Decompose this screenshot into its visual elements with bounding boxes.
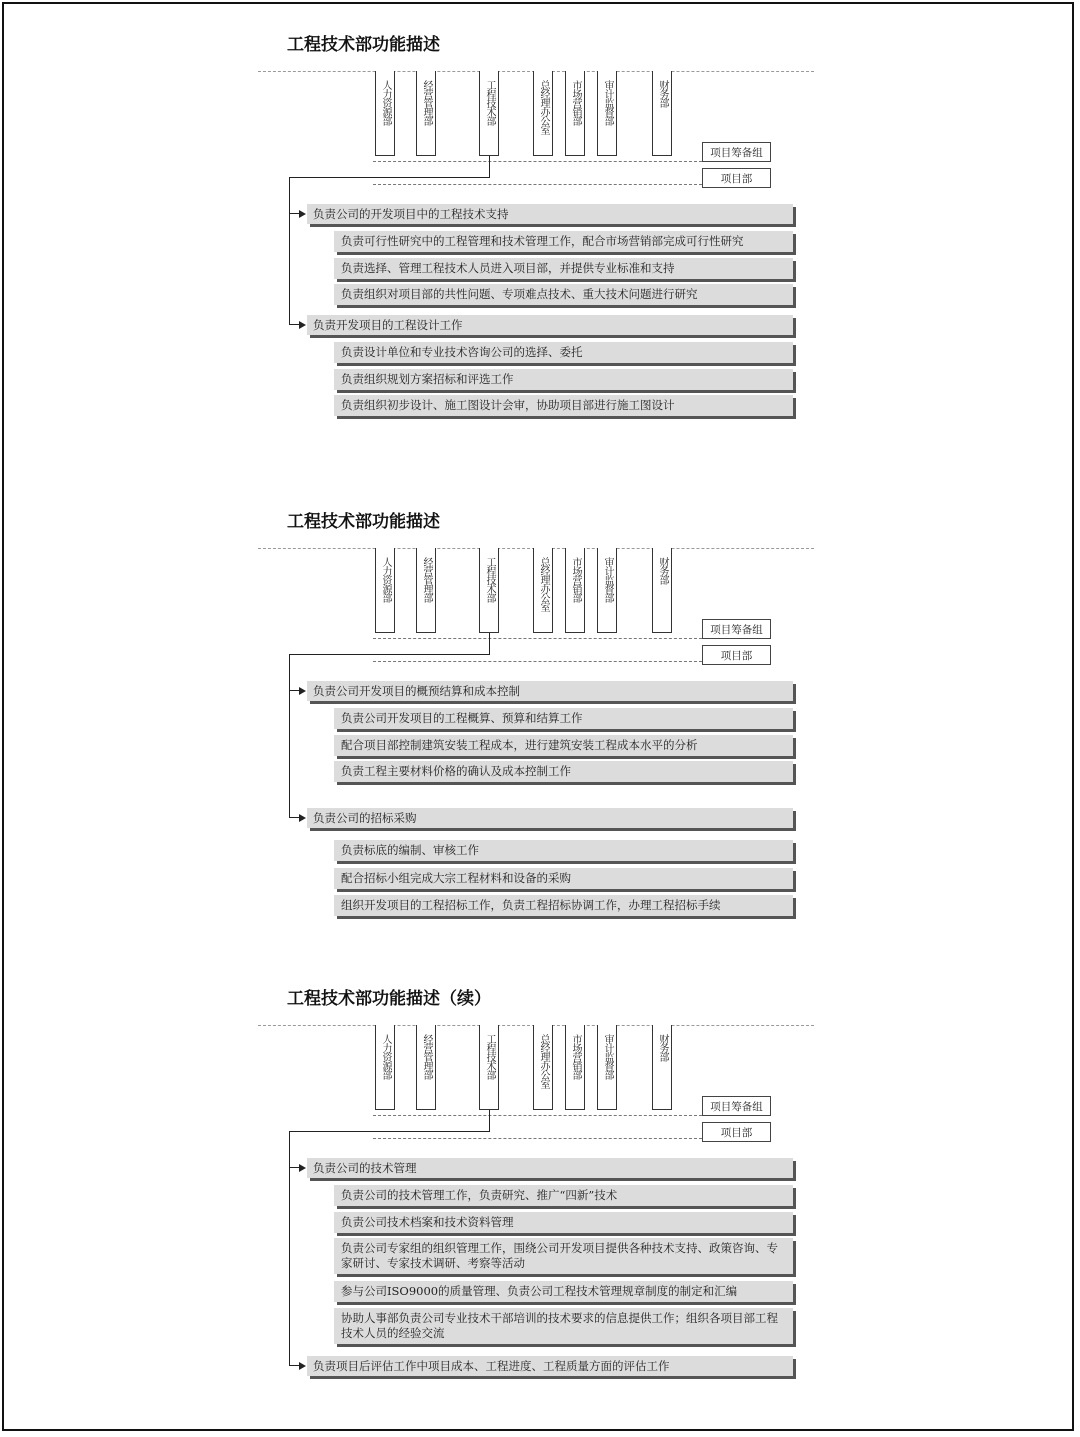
sub-function-bar: 参与公司ISO9000的质量管理、负责公司工程技术管理规章制度的制定和汇编 <box>334 1281 793 1302</box>
sub-function-bar: 负责公司开发项目的工程概算、预算和结算工作 <box>334 708 793 729</box>
sub-function-bar: 组织开发项目的工程招标工作，负责工程招标协调工作，办理工程招标手续 <box>334 895 793 916</box>
project-prep-group-box: 项目筹备组 <box>702 142 771 162</box>
dashed-connector <box>373 1115 702 1116</box>
sub-function-bar: 负责公司技术档案和技术资料管理 <box>334 1212 793 1233</box>
dept-finance: 财务部 <box>652 1025 672 1110</box>
branch-line <box>289 1167 299 1168</box>
dept-audit: 审计监督部 <box>597 1025 617 1110</box>
project-dept-box: 项目部 <box>702 1122 771 1142</box>
arrow-icon <box>299 1362 306 1370</box>
connector-line <box>489 156 490 177</box>
main-function-bar: 负责公司开发项目的概预结算和成本控制 <box>307 681 793 701</box>
dashed-connector <box>373 161 702 162</box>
dashed-connector <box>373 661 702 662</box>
branch-line <box>289 817 299 818</box>
section-title: 工程技术部功能描述 <box>287 35 440 55</box>
dept-gm-office: 总经理办公室 <box>533 71 553 156</box>
dept-business-mgmt: 经营管理部 <box>416 71 436 156</box>
arrow-icon <box>299 321 306 329</box>
arrow-icon <box>299 814 306 822</box>
arrow-icon <box>299 687 306 695</box>
connector-line <box>489 1110 490 1131</box>
sub-function-bar: 负责公司的技术管理工作，负责研究、推广“四新”技术 <box>334 1185 793 1206</box>
branch-line <box>289 213 299 214</box>
branch-line <box>289 690 299 691</box>
sub-function-bar: 负责可行性研究中的工程管理和技术管理工作，配合市场营销部完成可行性研究 <box>334 231 793 252</box>
sub-function-bar: 配合项目部控制建筑安装工程成本，进行建筑安装工程成本水平的分析 <box>334 735 793 756</box>
branch-line <box>289 1365 299 1366</box>
dept-hr: 人力资源部 <box>375 71 395 156</box>
dept-engineering: 工程技术部 <box>479 548 499 633</box>
sub-function-bar: 配合招标小组完成大宗工程材料和设备的采购 <box>334 868 793 889</box>
dept-hr: 人力资源部 <box>375 548 395 633</box>
connector-line <box>289 1131 490 1132</box>
dept-audit: 审计监督部 <box>597 548 617 633</box>
sub-function-bar: 负责工程主要材料价格的确认及成本控制工作 <box>334 761 793 782</box>
dept-marketing: 市场营销部 <box>565 1025 585 1110</box>
dept-engineering: 工程技术部 <box>479 1025 499 1110</box>
dept-hr: 人力资源部 <box>375 1025 395 1110</box>
connector-line <box>289 177 490 178</box>
arrow-icon <box>299 210 306 218</box>
dept-audit: 审计监督部 <box>597 71 617 156</box>
section-title: 工程技术部功能描述（续） <box>287 989 491 1009</box>
sub-function-bar: 负责标底的编制、审核工作 <box>334 840 793 861</box>
dashed-connector <box>373 184 702 185</box>
branch-line <box>289 324 299 325</box>
project-dept-box: 项目部 <box>702 168 771 188</box>
sub-function-bar: 负责组织初步设计、施工图设计会审，协助项目部进行施工图设计 <box>334 395 793 416</box>
trunk-line <box>289 654 290 818</box>
dept-finance: 财务部 <box>652 548 672 633</box>
dept-business-mgmt: 经营管理部 <box>416 1025 436 1110</box>
dept-marketing: 市场营销部 <box>565 71 585 156</box>
main-function-bar: 负责公司的招标采购 <box>307 808 793 828</box>
dept-business-mgmt: 经营管理部 <box>416 548 436 633</box>
main-function-bar: 负责项目后评估工作中项目成本、工程进度、工程质量方面的评估工作 <box>307 1356 793 1376</box>
sub-function-bar: 负责设计单位和专业技术咨询公司的选择、委托 <box>334 342 793 363</box>
dept-finance: 财务部 <box>652 71 672 156</box>
connector-line <box>289 654 490 655</box>
sub-function-bar: 协助人事部负责公司专业技术干部培训的技术要求的信息提供工作；组织各项目部工程技术人员的经验交流 <box>334 1308 793 1344</box>
dept-marketing: 市场营销部 <box>565 548 585 633</box>
arrow-icon <box>299 1164 306 1172</box>
dashed-connector <box>373 1138 702 1139</box>
project-dept-box: 项目部 <box>702 645 771 665</box>
connector-line <box>489 633 490 654</box>
sub-function-bar: 负责组织规划方案招标和评选工作 <box>334 369 793 390</box>
sub-function-bar: 负责公司专家组的组织管理工作，围绕公司开发项目提供各种技术支持、政策咨询、专家研讨、专家技术调研、考察等活动 <box>334 1238 793 1274</box>
project-prep-group-box: 项目筹备组 <box>702 619 771 639</box>
dashed-connector <box>373 638 702 639</box>
main-function-bar: 负责公司的技术管理 <box>307 1158 793 1178</box>
dept-gm-office: 总经理办公室 <box>533 548 553 633</box>
function-section-3 <box>0 954 1080 1394</box>
sub-function-bar: 负责选择、管理工程技术人员进入项目部，并提供专业标准和支持 <box>334 258 793 279</box>
dept-engineering: 工程技术部 <box>479 71 499 156</box>
function-section-2 <box>0 477 1080 917</box>
trunk-line <box>289 177 290 325</box>
section-title: 工程技术部功能描述 <box>287 512 440 532</box>
project-prep-group-box: 项目筹备组 <box>702 1096 771 1116</box>
function-section-1 <box>0 0 1080 440</box>
main-function-bar: 负责公司的开发项目中的工程技术支持 <box>307 204 793 224</box>
main-function-bar: 负责开发项目的工程设计工作 <box>307 315 793 335</box>
sub-function-bar: 负责组织对项目部的共性问题、专项难点技术、重大技术问题进行研究 <box>334 284 793 305</box>
dept-gm-office: 总经理办公室 <box>533 1025 553 1110</box>
